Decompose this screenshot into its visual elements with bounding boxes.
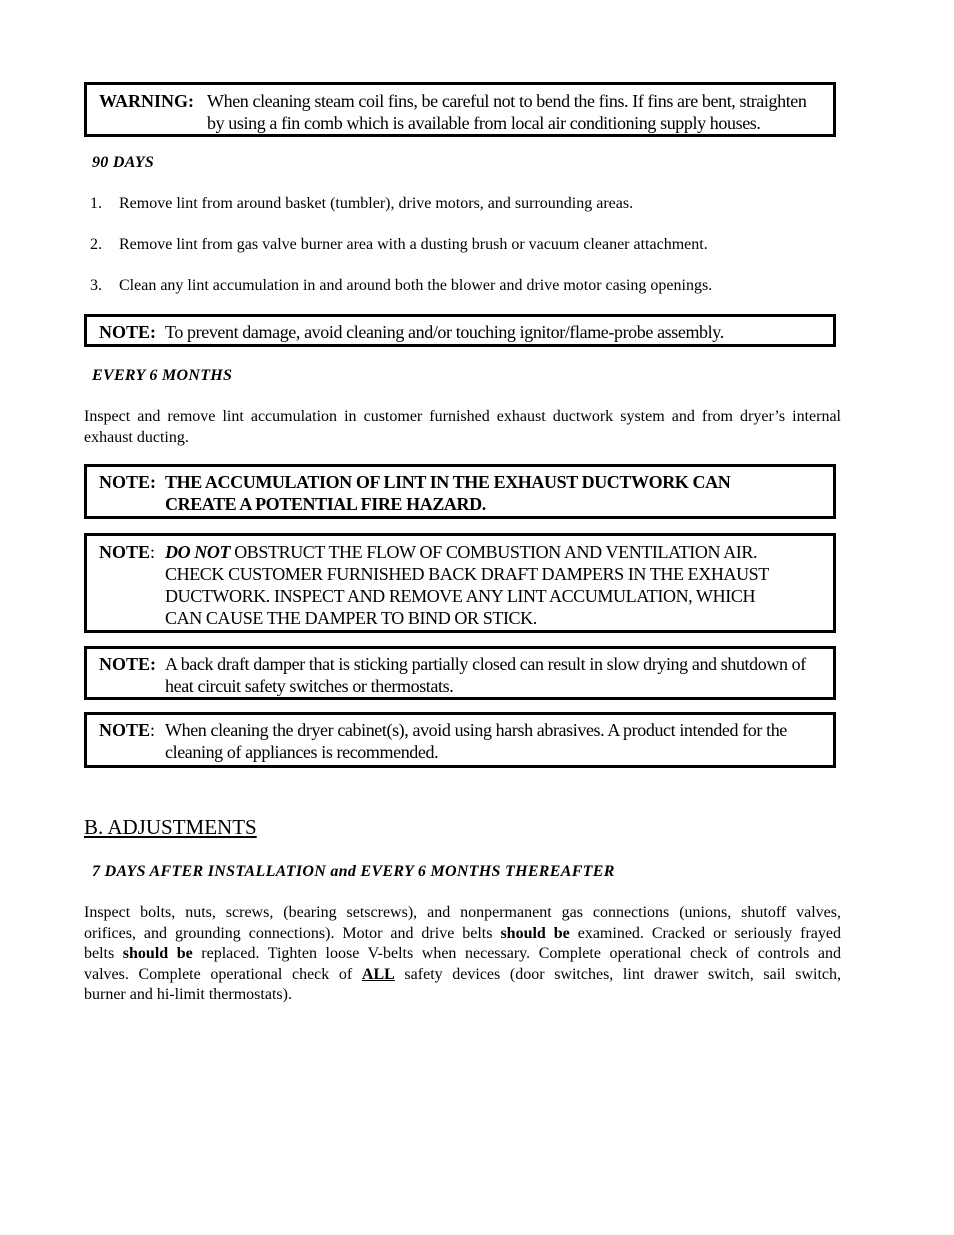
note-damper-line-2: heat circuit safety switches or thermostats. — [165, 676, 454, 696]
note-label-word: NOTE — [99, 542, 151, 562]
note-cabinet-box — [84, 712, 836, 768]
note-obstruct-line-1 — [165, 541, 769, 563]
note-obstruct-box — [84, 533, 836, 633]
every-6-months-paragraph — [84, 407, 841, 448]
note-ignitor-box — [84, 314, 836, 347]
note-damper-line-1: A back draft damper that is sticking partially closed can result in slow drying and shutdown of — [165, 654, 806, 674]
bold-should-be: should be — [500, 924, 570, 942]
paragraph-line: Inspect and remove lint accumulation in customer furnished exhaust ductwork system and from dryer’s internal — [84, 408, 841, 425]
text-run: orifices, and grounding connections). Motor and drive belts — [84, 924, 501, 942]
text-run: valves. Complete operational check of — [84, 965, 362, 983]
paragraph-line: burner and hi-limit thermostats). — [84, 986, 292, 1003]
paragraph-line — [84, 965, 841, 986]
note-obstruct-line-3: DUCTWORK. INSPECT AND REMOVE ANY LINT ACCUMULATION, WHICH — [165, 586, 756, 606]
list-item-number: 2. — [90, 236, 102, 253]
paragraph-line: Inspect bolts, nuts, screws, (bearing setscrews), and nonpermanent gas connections (unions, shutoff valves, — [84, 904, 841, 921]
note-damper-text — [165, 653, 806, 697]
heading-90-days: 90 DAYS — [92, 154, 155, 171]
paragraph-line — [84, 924, 841, 945]
text-run: replaced. Tighten loose V-belts when necessary. Complete operational check of controls and — [192, 945, 842, 962]
list-item-text: Remove lint from around basket (tumbler), drive motors, and surrounding areas. — [119, 195, 634, 212]
warning-label: WARNING: — [99, 91, 195, 111]
note-obstruct-line-1-rest: OBSTRUCT THE FLOW OF COMBUSTION AND VENTILATION AIR. — [230, 542, 758, 562]
section-title-adjustments: B. ADJUSTMENTS — [84, 815, 257, 839]
do-not-emphasis: DO NOT — [165, 542, 231, 562]
warning-line-1: When cleaning steam coil fins, be careful not to bend the fins. If fins are bent, straighten — [207, 91, 807, 111]
note-damper-box — [84, 646, 836, 700]
note-obstruct-text — [165, 541, 769, 629]
list-item-number: 3. — [90, 277, 102, 294]
note-label: NOTE: — [99, 472, 157, 492]
note-ignitor-text — [165, 321, 724, 343]
note-fire-line-2: CREATE A POTENTIAL FIRE HAZARD. — [165, 494, 486, 514]
bold-should-be: should be — [122, 945, 193, 962]
warning-line-2: by using a fin comb which is available from local air conditioning supply houses. — [207, 113, 761, 133]
note-label-colon: : — [150, 542, 156, 562]
note-fire-hazard-text — [165, 471, 730, 515]
text-run: belts — [84, 945, 123, 962]
paragraph-line — [84, 944, 841, 965]
list-item-text: Remove lint from gas valve burner area with a dusting brush or vacuum cleaner attachment. — [119, 236, 708, 253]
bold-underlined-all: ALL — [361, 965, 395, 983]
list-item — [90, 194, 633, 214]
note-label-colon: : — [150, 720, 156, 740]
list-item — [90, 276, 712, 296]
note-fire-line-1: THE ACCUMULATION OF LINT IN THE EXHAUST DUCTWORK CAN — [165, 472, 731, 492]
list-item-text: Clean any lint accumulation in and around both the blower and drive motor casing openings. — [119, 277, 713, 294]
note-cabinet-line-2: cleaning of appliances is recommended. — [165, 742, 439, 762]
note-label — [99, 719, 155, 741]
adjustments-paragraph — [84, 903, 841, 1006]
note-label: NOTE: — [99, 654, 157, 674]
note-cabinet-text — [165, 719, 787, 763]
note-label — [99, 541, 155, 563]
text-run: safety devices (door switches, lint drawer switch, sail switch, — [394, 965, 842, 983]
text-run: examined. Cracked or seriously frayed — [569, 924, 841, 942]
note-ignitor-line: To prevent damage, avoid cleaning and/or touching ignitor/flame-probe assembly. — [165, 322, 724, 342]
note-fire-hazard-box — [84, 464, 836, 519]
warning-box — [84, 82, 836, 137]
warning-text — [207, 90, 807, 134]
note-cabinet-line-1: When cleaning the dryer cabinet(s), avoid using harsh abrasives. A product intended for the — [165, 720, 787, 740]
heading-every-6-months: EVERY 6 MONTHS — [92, 367, 233, 384]
note-obstruct-line-2: CHECK CUSTOMER FURNISHED BACK DRAFT DAMPERS IN THE EXHAUST — [165, 564, 769, 584]
list-item-number: 1. — [90, 195, 102, 212]
note-label-word: NOTE — [99, 720, 151, 740]
note-obstruct-line-4: CAN CAUSE THE DAMPER TO BIND OR STICK. — [165, 608, 537, 628]
paragraph-line: exhaust ducting. — [84, 428, 189, 446]
list-item — [90, 235, 708, 255]
note-label: NOTE: — [99, 322, 157, 342]
heading-7-days: 7 DAYS AFTER INSTALLATION and EVERY 6 MONTHS THEREAFTER — [92, 863, 615, 880]
